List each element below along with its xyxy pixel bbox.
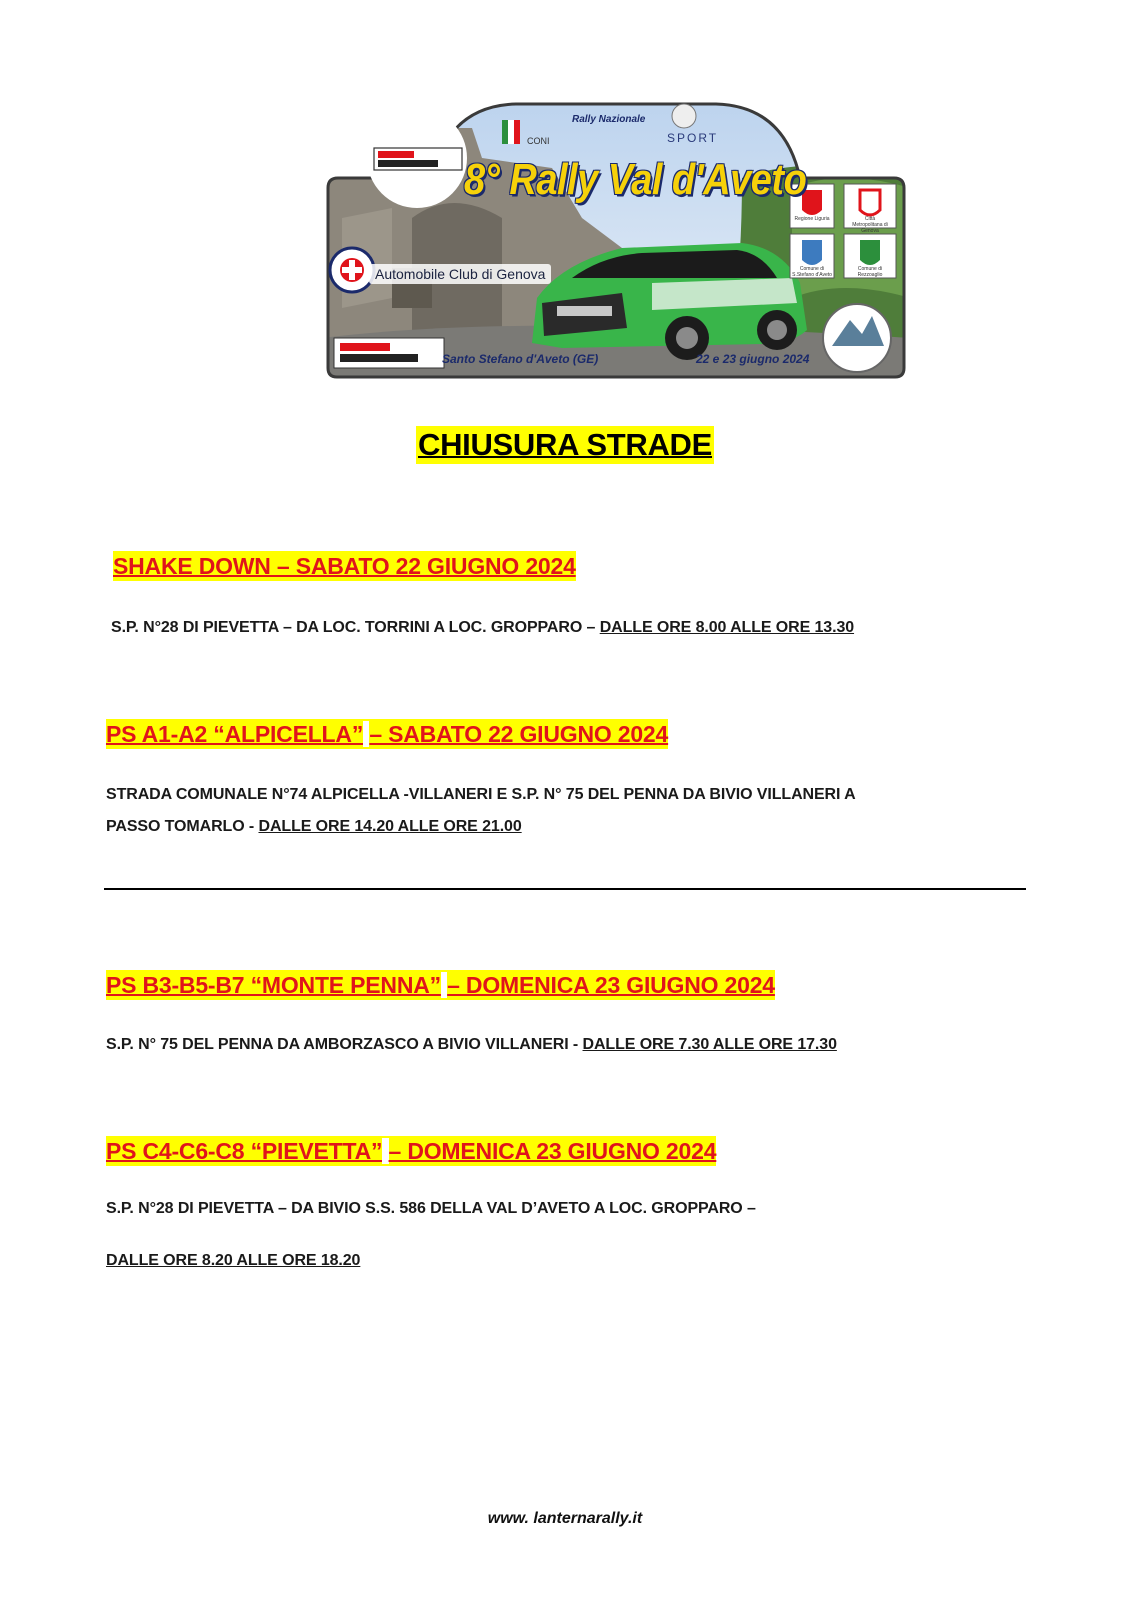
section-description — [106, 1250, 360, 1272]
heading-date: – DOMENICA 23 GIUGNO 2024 — [447, 972, 775, 998]
rally-plate — [322, 98, 910, 381]
separator-line — [104, 888, 1026, 890]
document-title-wrap — [0, 426, 1130, 464]
description-text: STRADA COMUNALE N°74 ALPICELLA -VILLANERI E S.P. N° 75 DEL PENNA DA BIVIO VILLANERI A — [106, 786, 856, 803]
section-heading — [106, 1136, 716, 1166]
sport-label: SPORT — [667, 131, 719, 145]
section-heading — [106, 719, 668, 749]
heading-date: – DOMENICA 23 GIUGNO 2024 — [388, 1138, 717, 1164]
section-description — [106, 1198, 756, 1220]
closure-time: DALLE ORE 7.30 ALLE ORE 17.30 — [582, 1036, 837, 1053]
section-description — [106, 816, 522, 838]
section-heading — [106, 970, 775, 1000]
heading-date: – SABATO 22 GIUGNO 2024 — [369, 721, 669, 747]
heading-stage: PS C4-C6-C8 “PIEVETTA” — [106, 1138, 383, 1164]
description-text: PASSO TOMARLO - — [106, 818, 259, 835]
plate-location: Santo Stefano d'Aveto (GE) — [442, 352, 599, 366]
footer-website[interactable]: www. lanternarally.it — [487, 1510, 643, 1527]
closure-time: DALLE ORE 14.20 ALLE ORE 21.00 — [258, 818, 522, 835]
coni-label: CONI — [527, 136, 550, 146]
emblem-label: Regione Liguria — [794, 216, 830, 222]
rally-plate-graphic — [322, 98, 910, 381]
plate-dates: 22 e 23 giugno 2024 — [696, 352, 810, 366]
heading-stage: PS A1-A2 “ALPICELLA” — [106, 721, 364, 747]
emblem-label: Comune di S.Stefano d'Aveto — [792, 266, 832, 278]
description-text: S.P. N° 75 DEL PENNA DA AMBORZASCO A BIVIO VILLANERI - — [106, 1036, 583, 1053]
section-description — [106, 784, 856, 806]
plate-subtitle: Rally Nazionale — [572, 114, 646, 125]
plate-title: 8° Rally Val d'Aveto — [464, 156, 807, 205]
document-title: CHIUSURA STRADE — [417, 427, 713, 462]
closure-time: DALLE ORE 8.00 ALLE ORE 13.30 — [599, 619, 855, 636]
heading-text: SHAKE DOWN – SABATO 22 GIUGNO 2024 — [113, 553, 576, 579]
description-text: S.P. N°28 DI PIEVETTA – DA LOC. TORRINI A LOC. GROPPARO – — [111, 619, 600, 636]
section-description — [106, 1034, 837, 1056]
emblem-label: Città Metropolitana di Genova — [852, 216, 888, 234]
emblem-label: Comune di Rezzoaglio — [857, 266, 883, 278]
aci-club-label: Automobile Club di Genova — [369, 264, 551, 284]
heading-stage: PS B3-B5-B7 “MONTE PENNA” — [106, 972, 441, 998]
description-text: S.P. N°28 DI PIEVETTA – DA BIVIO S.S. 586 DELLA VAL D’AVETO A LOC. GROPPARO – — [106, 1200, 756, 1217]
section-description — [111, 617, 854, 639]
closure-time: DALLE ORE 8.20 ALLE ORE 18.20 — [106, 1252, 361, 1269]
section-heading — [113, 551, 576, 581]
